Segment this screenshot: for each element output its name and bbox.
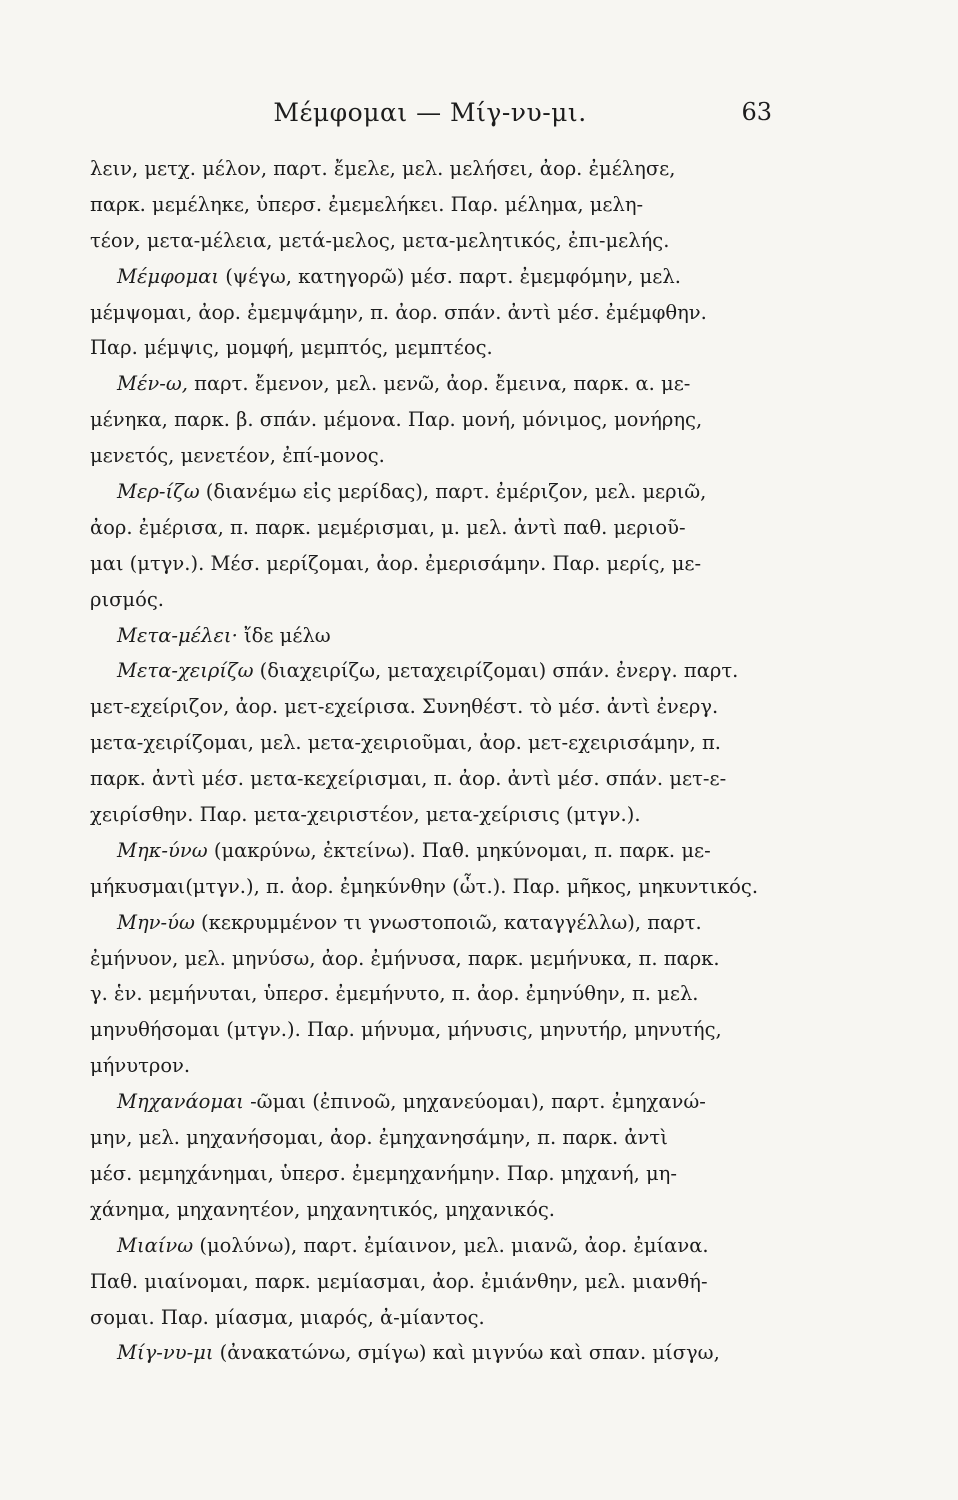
entry-headword: Μερ-ίζω: [117, 480, 200, 504]
entry-line: [90, 366, 770, 402]
line-text: Παρ. μέμψις, μομφή, μεμπτός, μεμπτέος.: [90, 336, 493, 360]
line-text: μέμψομαι, ἀορ. ἐμεμψάμην, π. ἀορ. σπάν. ἀντὶ μέσ. ἐμέμφθην.: [90, 300, 707, 324]
line-text: Παθ. μιαίνομαι, παρκ. μεμίασμαι, ἀορ. ἐμιάνθην, μελ. μιανθή-: [90, 1269, 708, 1293]
line-text: μενετός, μενετέον, ἐπί-μονος.: [90, 444, 385, 468]
entry-line: [90, 474, 770, 510]
text-line: [90, 187, 770, 223]
line-text: λειν, μετχ. μέλον, παρτ. ἔμελε, μελ. μελήσει, ἀορ. ἐμέλησε,: [90, 157, 676, 180]
text-line: [90, 582, 770, 618]
entry-line: [90, 1335, 770, 1371]
text-line: [90, 1120, 770, 1156]
page-header: [90, 98, 770, 138]
line-text: -ῶμαι (ἐπινοῶ, μηχανεύομαι), παρτ. ἐμηχανώ-: [243, 1090, 706, 1114]
line-text: μετ-εχείριζον, ἀορ. μετ-εχείρισα. Συνηθέστ. τὸ μέσ. ἀντὶ ἐνεργ.: [90, 695, 719, 719]
text-line: [90, 797, 770, 833]
line-text: σομαι. Παρ. μίασμα, μιαρός, ἀ-μίαντος.: [90, 1305, 485, 1329]
dictionary-text-body: [90, 151, 770, 1371]
entry-headword: Μετα-μέλει·: [117, 623, 238, 647]
line-text: γ. ἑν. μεμήνυται, ὑπερσ. ἐμεμήνυτο, π. ἀορ. ἐμηνύθην, π. μελ.: [90, 982, 699, 1006]
line-text: (μακρύνω, ἐκτείνω). Παθ. μηκύνομαι, π. παρκ. με-: [207, 838, 711, 862]
entry-headword: Μιαίνω: [117, 1233, 194, 1257]
line-text: μέσ. μεμηχάνημαι, ὑπερσ. ἐμεμηχανήμην. Παρ. μηχανή, μη-: [90, 1161, 677, 1185]
entry-headword: Μηκ-ύνω: [117, 838, 208, 862]
text-line: [90, 1156, 770, 1192]
text-line: [90, 761, 770, 797]
text-line: [90, 295, 770, 331]
line-text: μην, μελ. μηχανήσομαι, ἀορ. ἐμηχανησάμην, π. παρκ. ἀντὶ: [90, 1126, 668, 1150]
text-line: [90, 869, 770, 905]
line-text: παρκ. μεμέληκε, ὑπερσ. ἐμεμελήκει. Παρ. μέλημα, μελη-: [90, 192, 644, 216]
text-line: [90, 1048, 770, 1084]
entry-headword: Μέν-ω,: [117, 372, 188, 396]
text-line: [90, 689, 770, 725]
entry-line: [90, 833, 770, 869]
entry-line: [90, 905, 770, 941]
line-text: μήνυτρον.: [90, 1054, 191, 1078]
text-line: [90, 725, 770, 761]
entry-headword: Μηχανάομαι: [117, 1090, 244, 1114]
entry-headword: Μίγ-νυ-μι: [117, 1341, 214, 1365]
line-text: παρτ. ἔμενον, μελ. μενῶ, ἀορ. ἔμεινα, παρκ. α. με-: [187, 372, 691, 396]
entry-headword: Μην-ύω: [117, 910, 195, 934]
line-text: (κεκρυμμένον τι γνωστοποιῶ, καταγγέλλω), παρτ.: [194, 910, 702, 934]
text-line: [90, 151, 770, 187]
line-text: μήκυσμαι(μτγν.), π. ἀορ. ἐμηκύνθην (ὧτ.). Παρ. μῆκος, μηκυντικός.: [90, 874, 759, 898]
line-text: (ψέγω, κατηγορῶ) μέσ. παρτ. ἐμεμφόμην, μελ.: [219, 264, 681, 288]
line-text: ἀορ. ἐμέρισα, π. παρκ. μεμέρισμαι, μ. μελ. ἀντὶ παθ. μεριοῦ-: [90, 515, 686, 539]
entry-headword: Μετα-χειρίζω: [117, 659, 254, 683]
text-line: [90, 1300, 770, 1336]
entry-line: [90, 618, 770, 654]
running-title: Μέμφομαι — Μίγ-νυ-μι.: [273, 98, 587, 127]
line-text: μετα-χειρίζομαι, μελ. μετα-χειριοῦμαι, ἀορ. μετ-εχειρισάμην, π.: [90, 731, 721, 755]
text-line: [90, 330, 770, 366]
line-text: τέον, μετα-μέλεια, μετά-μελος, μετα-μελητικός, ἐπι-μελής.: [90, 228, 670, 252]
line-text: (ἀνακατώνω, σμίγω) καὶ μιγνύω καὶ σπαν. μίσγω,: [213, 1341, 720, 1365]
text-line: [90, 1192, 770, 1228]
text-line: [90, 438, 770, 474]
line-text: μένηκα, παρκ. β. σπάν. μέμονα. Παρ. μονή, μόνιμος, μονήρης,: [90, 408, 703, 432]
text-line: [90, 223, 770, 259]
line-text: (διανέμω εἰς μερίδας), παρτ. ἐμέριζον, μελ. μεριῶ,: [199, 480, 707, 504]
text-line: [90, 1264, 770, 1300]
page-number: 63: [741, 98, 772, 126]
text-line: [90, 976, 770, 1012]
text-line: [90, 1012, 770, 1048]
line-text: χάνημα, μηχανητέον, μηχανητικός, μηχανικός.: [90, 1197, 555, 1221]
line-text: ρισμός.: [90, 587, 164, 611]
text-line: [90, 402, 770, 438]
line-text: μαι (μτγν.). Μέσ. μερίζομαι, ἀορ. ἐμερισάμην. Παρ. μερίς, με-: [90, 551, 702, 575]
text-line: [90, 941, 770, 977]
text-line: [90, 510, 770, 546]
entry-headword: Μέμφομαι: [117, 264, 219, 288]
line-text: παρκ. ἀντὶ μέσ. μετα-κεχείρισμαι, π. ἀορ. ἀντὶ μέσ. σπάν. μετ-ε-: [90, 767, 727, 791]
entry-line: [90, 1084, 770, 1120]
line-text: χειρίσθην. Παρ. μετα-χειριστέον, μετα-χείρισις (μτγν.).: [90, 803, 641, 827]
line-text: (διαχειρίζω, μεταχειρίζομαι) σπάν. ἐνεργ. παρτ.: [253, 659, 739, 683]
entry-line: [90, 1228, 770, 1264]
line-text: μηνυθήσομαι (μτγν.). Παρ. μήνυμα, μήνυσις, μηνυτήρ, μηνυτής,: [90, 1018, 722, 1042]
entry-line: [90, 259, 770, 295]
line-text: ἴδε μέλω: [237, 623, 331, 647]
text-line: [90, 546, 770, 582]
entry-line: [90, 653, 770, 689]
line-text: (μολύνω), παρτ. ἐμίαινον, μελ. μιανῶ, ἀορ. ἐμίανα.: [193, 1233, 709, 1257]
line-text: ἐμήνυον, μελ. μηνύσω, ἀορ. ἐμήνυσα, παρκ. μεμήνυκα, π. παρκ.: [90, 946, 720, 970]
